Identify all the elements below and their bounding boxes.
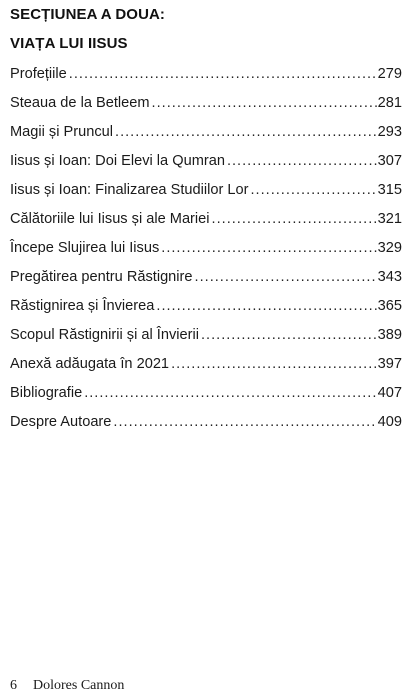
toc-entry — [10, 292, 402, 321]
table-of-contents — [10, 60, 402, 437]
toc-entry — [10, 176, 402, 205]
toc-entry — [10, 234, 402, 263]
toc-entry-title: Despre Autoare — [10, 414, 112, 430]
toc-entry-title: Răstignirea și Învierea — [10, 298, 155, 314]
dot-leader — [161, 234, 376, 263]
dot-leader — [69, 60, 377, 89]
toc-entry-title: Scopul Răstignirii și al Învierii — [10, 327, 199, 343]
dot-leader — [195, 263, 377, 292]
dot-leader — [156, 292, 376, 321]
dot-leader — [84, 379, 376, 408]
toc-entry-title: Profețiile — [10, 66, 67, 82]
toc-entry-page: 409 — [377, 414, 402, 430]
toc-entry-page: 307 — [377, 153, 402, 169]
toc-entry — [10, 350, 402, 379]
toc-entry-title: Bibliografie — [10, 385, 83, 401]
section-title: SECȚIUNEA A DOUA: — [10, 6, 166, 23]
toc-entry-page: 281 — [377, 95, 402, 111]
section-subtitle: VIAȚA LUI IISUS — [10, 35, 128, 52]
toc-entry-title: Începe Slujirea lui Iisus — [10, 240, 160, 256]
toc-entry-title: Anexă adăugata în 2021 — [10, 356, 170, 372]
dot-leader — [115, 118, 377, 147]
toc-entry — [10, 263, 402, 292]
toc-entry-title: Steaua de la Betleem — [10, 95, 150, 111]
footer-page-number: 6 — [10, 678, 17, 693]
toc-entry-page: 279 — [377, 66, 402, 82]
toc-entry-page: 407 — [377, 385, 402, 401]
toc-entry — [10, 118, 402, 147]
dot-leader — [227, 147, 377, 176]
dot-leader — [212, 205, 377, 234]
toc-entry-page: 389 — [377, 327, 402, 343]
dot-leader — [171, 350, 377, 379]
toc-entry — [10, 408, 402, 437]
page-footer — [10, 678, 124, 694]
toc-entry — [10, 379, 402, 408]
toc-entry-title: Magii și Pruncul — [10, 124, 114, 140]
toc-entry — [10, 321, 402, 350]
toc-entry-title: Iisus și Ioan: Doi Elevi la Qumran — [10, 153, 225, 169]
toc-entry-page: 315 — [377, 182, 402, 198]
toc-entry — [10, 205, 402, 234]
dot-leader — [201, 321, 377, 350]
dot-leader — [152, 89, 377, 118]
toc-entry-title: Pregătirea pentru Răstignire — [10, 269, 193, 285]
footer-author: Dolores Cannon — [33, 678, 125, 693]
toc-entry — [10, 60, 402, 89]
toc-entry-page: 293 — [377, 124, 402, 140]
toc-entry — [10, 147, 402, 176]
toc-entry-title: Călătoriile lui Iisus și ale Mariei — [10, 211, 210, 227]
dot-leader — [113, 408, 376, 437]
toc-entry — [10, 89, 402, 118]
toc-entry-page: 397 — [377, 356, 402, 372]
toc-entry-page: 365 — [377, 298, 402, 314]
toc-entry-page: 329 — [377, 240, 402, 256]
toc-entry-title: Iisus și Ioan: Finalizarea Studiilor Lor — [10, 182, 249, 198]
toc-entry-page: 343 — [377, 269, 402, 285]
dot-leader — [250, 176, 376, 205]
toc-entry-page: 321 — [377, 211, 402, 227]
